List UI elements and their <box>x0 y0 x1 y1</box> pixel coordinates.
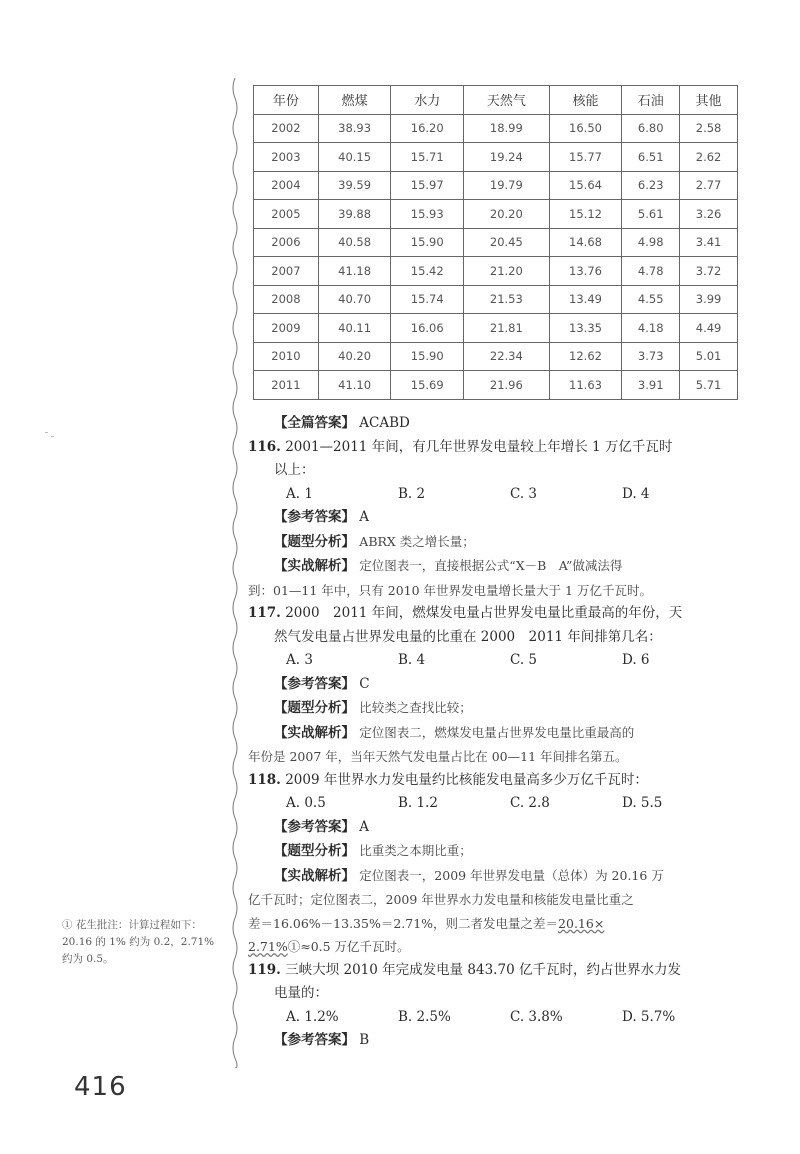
value-cell: 6.23 <box>622 171 680 200</box>
q117-solve-label: 【实战解析】 <box>274 724 355 741</box>
value-cell: 15.97 <box>391 171 464 200</box>
header-nuclear: 核能 <box>549 86 622 115</box>
value-cell: 41.18 <box>318 257 391 286</box>
value-cell: 15.77 <box>549 143 622 172</box>
value-cell: 13.76 <box>549 257 622 286</box>
q117-option-a[interactable]: A. 3 <box>286 652 313 668</box>
value-cell: 15.93 <box>391 200 464 229</box>
q118-type-label: 【题型分析】 <box>274 843 355 859</box>
q118-option-d[interactable]: D. 5.5 <box>622 795 663 811</box>
value-cell: 40.70 <box>318 285 391 314</box>
table-row <box>254 371 738 400</box>
power-generation-share-table <box>253 85 738 400</box>
value-cell: 5.61 <box>622 200 680 229</box>
table-body <box>254 114 738 399</box>
value-cell: 2.77 <box>680 171 738 200</box>
q116-type <box>248 530 768 555</box>
table-header-row <box>254 86 738 115</box>
q117-type-label: 【题型分析】 <box>274 700 355 716</box>
q116-option-b[interactable]: B. 2 <box>398 485 426 502</box>
year-cell: 2004 <box>254 171 319 200</box>
table-row <box>254 314 738 343</box>
q117-solve-text1: 定位图表二，燃煤发电量占世界发电量比重最高的 <box>359 724 635 740</box>
margin-wavy-rule <box>230 78 240 1068</box>
q118-solve-text3: 差＝16.06%－13.35%＝2.71%，则二者发电量之差＝ <box>248 915 559 931</box>
header-gas: 天然气 <box>464 86 550 115</box>
q119-answer <box>248 1029 768 1053</box>
value-cell: 19.79 <box>464 171 550 200</box>
q117-solve-line1 <box>248 721 768 746</box>
header-other: 其他 <box>680 86 738 115</box>
value-cell: 3.73 <box>622 342 680 371</box>
page-number: 416 <box>74 1072 127 1102</box>
q118-option-c[interactable]: C. 2.8 <box>510 795 550 811</box>
q118-solve-text1: 定位图表一，2009 年世界发电量（总体）为 20.16 万 <box>359 867 664 883</box>
value-cell: 3.26 <box>680 200 738 229</box>
value-cell: 12.62 <box>549 342 622 371</box>
value-cell: 21.53 <box>464 285 550 314</box>
q119-answer-label: 【参考答案】 <box>274 1032 355 1048</box>
value-cell: 22.34 <box>464 342 550 371</box>
year-cell: 2011 <box>254 371 319 400</box>
value-cell: 2.62 <box>680 143 738 172</box>
scan-speck <box>51 436 54 437</box>
table-row <box>254 200 738 229</box>
value-cell: 3.72 <box>680 257 738 286</box>
q118-option-a[interactable]: A. 0.5 <box>286 795 326 811</box>
value-cell: 41.10 <box>318 371 391 400</box>
year-cell: 2008 <box>254 285 319 314</box>
value-cell: 4.98 <box>622 228 680 257</box>
header-year: 年份 <box>254 86 319 115</box>
q118-solve-line4 <box>248 935 768 959</box>
q117-option-c[interactable]: C. 5 <box>510 652 538 668</box>
q119-option-b[interactable]: B. 2.5% <box>398 1008 451 1025</box>
q116-option-d[interactable]: D. 4 <box>622 485 650 502</box>
q117-type <box>248 696 768 721</box>
table-row <box>254 228 738 257</box>
year-cell: 2006 <box>254 228 319 257</box>
side-note: ① 花生批注：计算过程如下：20.16 的 1% 约为 0.2，2.71% 约为 0.5。 <box>62 919 215 965</box>
q118-solve-line1 <box>248 864 768 889</box>
value-cell: 15.42 <box>391 257 464 286</box>
q118-solve-line2: 亿千瓦时；定位图表二，2009 年世界水力发电量和核能发电量比重之 <box>248 892 634 907</box>
value-cell: 16.20 <box>391 114 464 143</box>
value-cell: 15.64 <box>549 171 622 200</box>
value-cell: 13.49 <box>549 285 622 314</box>
q116-number: 116. <box>248 438 281 455</box>
q116-solve-line1 <box>248 554 768 579</box>
value-cell: 15.74 <box>391 285 464 314</box>
value-cell: 5.71 <box>680 371 738 400</box>
year-cell: 2005 <box>254 200 319 229</box>
value-cell: 40.20 <box>318 342 391 371</box>
q119-option-a[interactable]: A. 1.2% <box>286 1008 339 1025</box>
value-cell: 15.12 <box>549 200 622 229</box>
value-cell: 40.11 <box>318 314 391 343</box>
value-cell: 13.35 <box>549 314 622 343</box>
value-cell: 6.80 <box>622 114 680 143</box>
q116-stem-line2: 以上： <box>274 462 315 478</box>
table-row <box>254 143 738 172</box>
value-cell: 3.91 <box>622 371 680 400</box>
q119-option-d[interactable]: D. 5.7% <box>622 1008 676 1025</box>
q117-answer-label: 【参考答案】 <box>274 675 355 692</box>
q118-stem-text1: 2009 年世界水力发电量约比核能发电量高多少万亿千瓦时： <box>285 771 648 788</box>
q117-answer-value: C <box>359 675 370 692</box>
table-row <box>254 257 738 286</box>
q118-type-value: 比重类之本期比重； <box>359 843 472 858</box>
value-cell: 4.78 <box>622 257 680 286</box>
q118-solve-label: 【实战解析】 <box>274 867 355 884</box>
value-cell: 5.01 <box>680 342 738 371</box>
value-cell: 21.81 <box>464 314 550 343</box>
year-cell: 2009 <box>254 314 319 343</box>
value-cell: 15.69 <box>391 371 464 400</box>
q116-type-label: 【题型分析】 <box>274 533 355 550</box>
full-answer-label: 【全篇答案】 <box>274 415 355 431</box>
scan-speck <box>45 432 48 433</box>
q119-options <box>248 1006 768 1030</box>
value-cell: 21.96 <box>464 371 550 400</box>
q117-option-d[interactable]: D. 6 <box>622 652 650 668</box>
q116-option-a[interactable]: A. 1 <box>286 485 313 502</box>
value-cell: 19.24 <box>464 143 550 172</box>
q119-stem-text1: 三峡大坝 2010 年完成发电量 843.70 亿千瓦时，约占世界水力发 <box>285 961 681 978</box>
header-hydro: 水力 <box>391 86 464 115</box>
value-cell: 4.18 <box>622 314 680 343</box>
value-cell: 39.88 <box>318 200 391 229</box>
q116-answer-value: A <box>359 509 370 525</box>
value-cell: 15.90 <box>391 228 464 257</box>
table-row <box>254 285 738 314</box>
question-content <box>248 412 768 1053</box>
q116-answer <box>248 506 768 530</box>
value-cell: 14.68 <box>549 228 622 257</box>
q116-type-value: ABRX 类之增长量； <box>359 533 475 549</box>
q117-type-value: 比较类之查找比较； <box>359 700 472 715</box>
value-cell: 4.49 <box>680 314 738 343</box>
value-cell: 16.06 <box>391 314 464 343</box>
year-cell: 2010 <box>254 342 319 371</box>
q117-options <box>248 649 768 673</box>
year-cell: 2007 <box>254 257 319 286</box>
q118-answer-value: A <box>359 818 370 835</box>
value-cell: 15.90 <box>391 342 464 371</box>
q117-stem-line2: 然气发电量占世界发电量的比重在 2000 2011 年间排第几名： <box>274 628 662 645</box>
header-coal: 燃煤 <box>318 86 391 115</box>
q118-option-b[interactable]: B. 1.2 <box>398 795 438 811</box>
header-oil: 石油 <box>622 86 680 115</box>
q117-option-b[interactable]: B. 4 <box>398 652 426 668</box>
value-cell: 3.99 <box>680 285 738 314</box>
value-cell: 40.15 <box>318 143 391 172</box>
q117-answer <box>248 673 768 697</box>
value-cell: 20.45 <box>464 228 550 257</box>
q118-options <box>248 792 768 816</box>
value-cell: 39.59 <box>318 171 391 200</box>
q119-option-c[interactable]: C. 3.8% <box>510 1008 563 1025</box>
full-answer-value: ACABD <box>359 415 410 431</box>
table-row <box>254 114 738 143</box>
value-cell: 21.20 <box>464 257 550 286</box>
year-cell: 2003 <box>254 143 319 172</box>
q116-option-c[interactable]: C. 3 <box>510 485 538 502</box>
q116-answer-label: 【参考答案】 <box>274 509 355 525</box>
q119-number: 119. <box>248 961 281 978</box>
value-cell: 16.50 <box>549 114 622 143</box>
q118-type <box>248 839 768 864</box>
q118-answer-label: 【参考答案】 <box>274 818 355 835</box>
q118-solve-text4: ①≈0.5 万亿千瓦时。 <box>287 939 410 954</box>
value-cell: 3.41 <box>680 228 738 257</box>
q118-solve-wavy-expr: 20.16× <box>558 915 605 931</box>
q118-solve-line3 <box>248 912 768 936</box>
value-cell: 2.58 <box>680 114 738 143</box>
q116-stem-text1: 2001—2011 年间，有几年世界发电量较上年增长 1 万亿千瓦时 <box>285 438 673 455</box>
q116-options <box>248 483 768 507</box>
q118-answer <box>248 816 768 840</box>
q118-stem-line1 <box>248 769 768 793</box>
q117-number: 117. <box>248 605 281 621</box>
full-answer-line <box>248 412 768 436</box>
q117-stem-line1 <box>248 602 768 626</box>
q116-stem-line1 <box>248 436 768 460</box>
q118-solve-wavy-expr2: 2.71% <box>248 939 288 954</box>
year-cell: 2002 <box>254 114 319 143</box>
table-row <box>254 342 738 371</box>
value-cell: 11.63 <box>549 371 622 400</box>
value-cell: 18.99 <box>464 114 550 143</box>
q117-stem-text1: 2000 2011 年间，燃煤发电量占世界发电量比重最高的年份，天 <box>285 605 683 621</box>
q116-solve-text1: 定位图表一，直接根据公式“X－B A”做减法得 <box>359 558 623 573</box>
q119-stem-line2: 电量的： <box>274 985 328 1001</box>
q116-solve-line2: 到：01—11 年中，只有 2010 年世界发电量增长量大于 1 万亿千瓦时。 <box>248 582 652 598</box>
q116-solve-label: 【实战解析】 <box>274 558 355 574</box>
table-row <box>254 171 738 200</box>
q118-number: 118. <box>248 771 281 788</box>
q117-solve-line2: 年份是 2007 年，当年天然气发电量占比在 00—11 年间排名第五。 <box>248 749 628 764</box>
q119-stem-line1 <box>248 959 768 983</box>
q119-answer-value: B <box>359 1032 370 1048</box>
value-cell: 15.71 <box>391 143 464 172</box>
value-cell: 4.55 <box>622 285 680 314</box>
value-cell: 20.20 <box>464 200 550 229</box>
value-cell: 40.58 <box>318 228 391 257</box>
value-cell: 38.93 <box>318 114 391 143</box>
value-cell: 6.51 <box>622 143 680 172</box>
